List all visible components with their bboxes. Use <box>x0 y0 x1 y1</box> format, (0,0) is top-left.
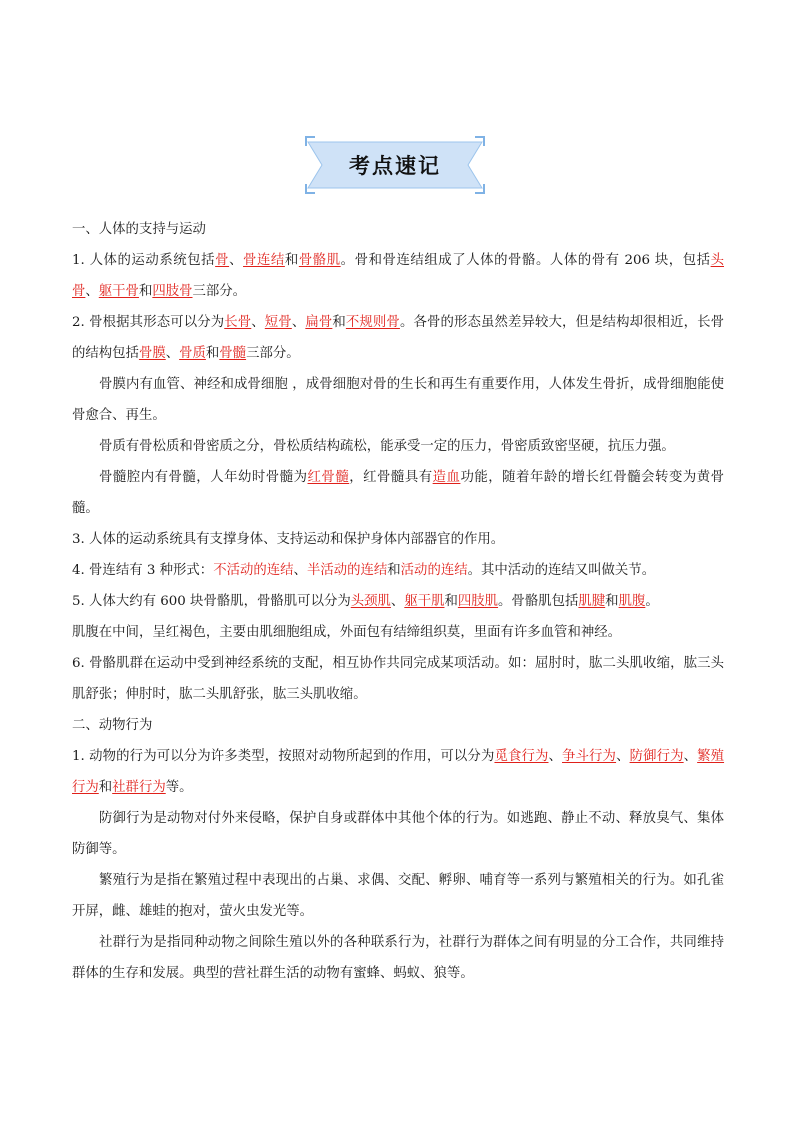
paragraph-joint-types <box>72 555 724 586</box>
paragraph-motor-system <box>72 245 724 307</box>
section-heading-support-movement: 一、人体的支持与运动 <box>72 222 206 237</box>
section-heading-animal-behavior: 二、动物行为 <box>72 718 153 733</box>
paragraph-muscle-belly: 肌腹在中间，呈红褐色，主要由肌细胞组成，外面包有结缔组织莫，里面有许多血管和神经。 <box>72 625 622 640</box>
text: 和 <box>605 594 619 609</box>
keyword-head-neck-muscle: 头颈肌 <box>350 594 391 609</box>
text: 和 <box>284 253 299 268</box>
text: 、 <box>390 594 405 609</box>
paragraph-bone-shapes <box>72 307 724 369</box>
paragraph-social-behavior: 社群行为是指同种动物之间除生殖以外的各种联系行为，社群行为群体之间有明显的分工合作，共同维持群体的生存和发展。典型的营社群生活的动物有蜜蜂、蚂蚁、狼等。 <box>72 935 724 981</box>
text: 。骨和骨连结组成了人体的骨骼。人体的骨有 206 块，包括 <box>340 253 711 268</box>
text: 。其中活动的连结又叫做关节。 <box>467 563 656 578</box>
keyword-bone: 骨 <box>215 253 230 268</box>
paragraph-nervous-control: 6. 骨骼肌群在运动中受到神经系统的支配，相互协作共同完成某项活动。如：屈肘时，肱二头肌收缩，肱三头肌舒张；伸肘时，肱二头肌舒张，肱三头肌收缩。 <box>72 656 724 702</box>
text: 1. 动物的行为可以分为许多类型，按照对动物所起到的作用，可以分为 <box>72 749 495 764</box>
text: 2. 骨根据其形态可以分为 <box>72 315 225 330</box>
document-body <box>72 214 724 989</box>
paragraph-bone-substance: 骨质有骨松质和骨密质之分，骨松质结构疏松，能承受一定的压力，骨密质致密坚硬，抗压力强。 <box>99 439 675 454</box>
text: 。 <box>645 594 659 609</box>
text: 和 <box>332 315 346 330</box>
text: 1. 人体的运动系统包括 <box>72 253 216 268</box>
keyword-bone-substance: 骨质 <box>179 346 206 361</box>
keyword-fighting: 争斗行为 <box>562 749 617 764</box>
paragraph-periosteum: 骨膜内有血管、神经和成骨细胞 ，成骨细胞对骨的生长和再生有重要作用，人体发生骨折，成骨细胞能使骨愈合、再生。 <box>72 377 724 423</box>
keyword-long-bone: 长骨 <box>224 315 252 330</box>
keyword-limb-bone: 四肢骨 <box>152 284 193 299</box>
paragraph-muscle-groups <box>72 586 724 617</box>
text: 。各骨的形态虽然差异较大，但是结构却很相近，长骨的结构包括 <box>72 315 725 361</box>
keyword-periosteum: 骨膜 <box>138 346 166 361</box>
keyword-joint: 骨连结 <box>243 253 285 268</box>
text: ，红骨髓具有 <box>349 470 433 485</box>
text: 和 <box>205 346 220 361</box>
text: 、 <box>85 284 99 299</box>
section-banner <box>305 136 485 194</box>
text: 、 <box>291 315 306 330</box>
keyword-immovable-joint: 不活动的连结 <box>213 563 294 578</box>
text: 4. 骨连结有 3 种形式： <box>72 563 214 578</box>
keyword-defense: 防御行为 <box>629 749 684 764</box>
text: 。骨骼肌包括 <box>498 594 579 609</box>
text: 5. 人体大约有 600 块骨骼肌，骨骼肌可以分为 <box>72 594 351 609</box>
text: 等。 <box>165 780 193 795</box>
keyword-tendon: 肌腱 <box>578 594 606 609</box>
keyword-reproduction: 繁殖行为 <box>72 749 725 795</box>
text: 、 <box>683 749 698 764</box>
keyword-muscle-belly: 肌腹 <box>618 594 646 609</box>
text: 、 <box>548 749 563 764</box>
paragraph-defense-behavior: 防御行为是动物对付外来侵略，保护自身或群体中其他个体的行为。如逃跑、静止不动、释放臭气、集体防御等。 <box>72 811 724 857</box>
text: 和 <box>387 563 401 578</box>
keyword-trunk-muscle: 躯干肌 <box>404 594 445 609</box>
paragraph-motor-functions: 3. 人体的运动系统具有支撑身体、支持运动和保护身体内部器官的作用。 <box>72 532 505 547</box>
keyword-movable-joint: 活动的连结 <box>400 563 468 578</box>
text: 和 <box>98 780 113 795</box>
keyword-flat-bone: 扁骨 <box>305 315 333 330</box>
keyword-social: 社群行为 <box>112 780 166 795</box>
text: 、 <box>251 315 265 330</box>
text: 骨髓腔内有骨髓，人年幼时骨髓为 <box>99 470 308 485</box>
keyword-red-marrow: 红骨髓 <box>307 470 350 485</box>
text: 和 <box>444 594 458 609</box>
paragraph-reproductive-behavior: 繁殖行为是指在繁殖过程中表现出的占巢、求偶、交配、孵卵、哺育等一系列与繁殖相关的行为。如孔雀开屏，雌、雄蛙的抱对，萤火虫发光等。 <box>72 873 724 919</box>
paragraph-marrow <box>72 462 724 524</box>
keyword-short-bone: 短骨 <box>264 315 292 330</box>
text: 、 <box>616 749 630 764</box>
keyword-limb-muscle: 四肢肌 <box>457 594 499 609</box>
text: 三部分。 <box>192 284 247 299</box>
keyword-trunk-bone: 躯干骨 <box>98 284 139 299</box>
keyword-foraging: 觅食行为 <box>494 749 549 764</box>
text: 三部分。 <box>246 346 300 361</box>
keyword-marrow: 骨髓 <box>219 346 247 361</box>
paragraph-behavior-types <box>72 741 724 803</box>
text: 、 <box>293 563 307 578</box>
keyword-skeletal-muscle: 骨骼肌 <box>298 253 341 268</box>
keyword-skull: 头骨 <box>72 253 724 299</box>
text: 功能，随着年龄的增长红骨髓会转变为黄骨髓。 <box>72 470 725 516</box>
banner-title: 考点速记 <box>349 154 441 178</box>
keyword-semi-movable-joint: 半活动的连结 <box>306 563 388 578</box>
text: 和 <box>138 284 153 299</box>
text: 、 <box>165 346 180 361</box>
keyword-hematopoiesis: 造血 <box>432 470 461 485</box>
keyword-irregular-bone: 不规则骨 <box>345 315 400 330</box>
text: 、 <box>229 253 244 268</box>
